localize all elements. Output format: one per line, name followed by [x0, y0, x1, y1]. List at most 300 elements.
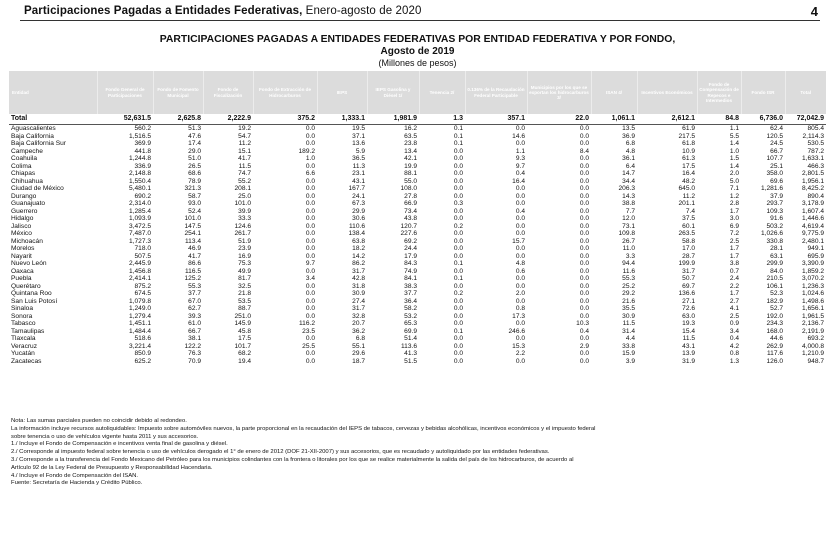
- table-cell: 84.0: [770, 267, 783, 275]
- table-cell: 9.3: [515, 155, 525, 162]
- table-cell: 42.8: [352, 275, 365, 282]
- table-cell: 0.0: [453, 185, 463, 192]
- table-cell: 55.3: [622, 275, 635, 282]
- table-cell: 51.3: [188, 125, 201, 132]
- table-cell: 61.0: [188, 320, 201, 327]
- table-cell: 16.9: [238, 252, 251, 260]
- table-cell: 0.0: [515, 222, 525, 230]
- table-cell: 145.9: [234, 320, 251, 327]
- table-cell: 37.7: [404, 290, 417, 297]
- table-cell: 21.6: [622, 297, 635, 305]
- table-cell: 68.2: [238, 350, 251, 357]
- table-cell: 11.2: [238, 140, 251, 147]
- state-name-cell: Campeche: [11, 147, 43, 155]
- table-cell: 23.8: [404, 140, 417, 147]
- table-row: [9, 140, 826, 148]
- table-cell: 0.0: [579, 237, 589, 245]
- table-cell: 75.3: [238, 260, 251, 267]
- table-cell: 69.7: [682, 282, 695, 290]
- table-cell: 1,026.6: [761, 230, 783, 237]
- table-cell: 58.2: [404, 305, 417, 312]
- table-cell: 19.5: [352, 125, 365, 132]
- table-cell: 19.3: [682, 320, 695, 327]
- table-cell: 8,425.2: [802, 185, 824, 192]
- state-name-cell: Zacatecas: [11, 357, 42, 365]
- table-cell: 0.0: [579, 312, 589, 320]
- table-cell: 10.9: [682, 147, 695, 155]
- table-cell: 101.0: [234, 200, 251, 207]
- table-row: [9, 268, 826, 276]
- table-cell: 19.2: [238, 125, 251, 132]
- table-cell: 43.8: [404, 215, 417, 222]
- table-cell: 27.8: [404, 192, 417, 200]
- table-cell: 6.8: [625, 140, 635, 147]
- table-cell: 38.3: [404, 282, 417, 290]
- table-cell: 5.0: [729, 177, 739, 185]
- table-cell: 2,801.5: [802, 170, 824, 177]
- state-name-cell: Veracruz: [11, 342, 38, 350]
- table-cell: 30.9: [622, 312, 635, 320]
- table-cell: 0.0: [579, 305, 589, 312]
- column-header: Municipios por los que se exportan los hidrocarburos 3/: [527, 71, 591, 114]
- state-name-cell: Durango: [11, 192, 37, 200]
- table-row: [9, 208, 826, 216]
- table-cell: 530.5: [807, 140, 824, 147]
- table-cell: 15.1: [238, 147, 251, 155]
- table-cell: 2,480.1: [802, 237, 824, 245]
- table-cell: 72.6: [682, 305, 695, 312]
- table-cell: 29.0: [188, 147, 201, 155]
- table-cell: 0.0: [453, 177, 463, 185]
- table-cell: 0.0: [453, 252, 463, 260]
- table-cell: 0.0: [453, 320, 463, 327]
- footnote-line: Nota: Las sumas parciales pueden no coincidir debido al redondeo.: [11, 418, 187, 424]
- table-cell: 0.0: [453, 170, 463, 177]
- table-cell: 875.2: [134, 282, 151, 290]
- table-cell: 70.9: [188, 357, 201, 365]
- table-cell: 1.3: [729, 357, 739, 365]
- table-cell: 113.4: [184, 237, 201, 245]
- table-cell: 61.3: [682, 155, 695, 162]
- state-name-cell: Hidalgo: [11, 215, 34, 222]
- table-cell: 251.0: [234, 312, 251, 320]
- table-cell: 0.0: [515, 185, 525, 192]
- table-cell: 17.5: [238, 335, 251, 342]
- table-row: [9, 238, 826, 246]
- table-cell: 46.9: [188, 245, 201, 252]
- table-cell: 106.1: [766, 282, 783, 290]
- table-cell: 1.1: [729, 125, 739, 132]
- table-cell: 0.0: [579, 162, 589, 170]
- table-cell: 1,079.8: [129, 297, 151, 305]
- table-cell: 0.7: [729, 267, 739, 275]
- table-cell: 0.0: [515, 275, 525, 282]
- table-cell: 81.7: [238, 275, 251, 282]
- table-cell: 25.5: [302, 342, 315, 350]
- table-cell: 0.0: [305, 222, 315, 230]
- table-cell: 1,633.1: [802, 155, 824, 162]
- total-cell: 22.0: [527, 114, 591, 125]
- table-cell: 0.0: [305, 245, 315, 252]
- table-cell: 2,136.7: [802, 320, 824, 327]
- column-header: Fondo de Fomento Municipal: [153, 71, 203, 114]
- table-cell: 33.8: [622, 342, 635, 350]
- footnote-line: 4./ Incluye el Fondo de Compensación del ISAN.: [11, 472, 139, 479]
- table-cell: 2.2: [515, 350, 525, 357]
- table-cell: 0.6: [515, 267, 525, 275]
- table-cell: 60.1: [682, 222, 695, 230]
- table-cell: 31.4: [622, 327, 635, 335]
- document-title: PARTICIPACIONES PAGADAS A ENTIDADES FEDERATIVAS POR ENTIDAD FEDERATIVA Y POR FONDO,: [159, 34, 676, 45]
- table-cell: 74.9: [404, 267, 417, 275]
- table-cell: 3.0: [729, 215, 739, 222]
- table-cell: 51.5: [404, 357, 417, 365]
- table-cell: 0.0: [579, 192, 589, 200]
- table-cell: 16.4: [512, 177, 525, 185]
- table-cell: 369.9: [134, 140, 151, 147]
- table-row: [9, 133, 826, 141]
- table-row: [9, 260, 826, 268]
- table-cell: 14.6: [512, 132, 525, 140]
- table-cell: 0.8: [515, 305, 525, 312]
- table-cell: 39.9: [238, 207, 251, 215]
- table-cell: 15.4: [682, 327, 695, 335]
- table-cell: 31.7: [352, 267, 365, 275]
- table-cell: 63.1: [770, 252, 783, 260]
- table-cell: 0.8: [729, 350, 739, 357]
- state-name-cell: Baja California: [11, 132, 54, 140]
- table-cell: 0.0: [579, 252, 589, 260]
- table-cell: 0.0: [579, 297, 589, 305]
- table-cell: 63.0: [682, 312, 695, 320]
- table-cell: 17.0: [682, 245, 695, 252]
- table-cell: 693.2: [807, 335, 824, 342]
- table-cell: 0.2: [453, 290, 463, 297]
- table-cell: 0.0: [579, 155, 589, 162]
- table-cell: 66.7: [770, 147, 783, 155]
- table-cell: 23.1: [352, 170, 365, 177]
- table-cell: 53.5: [238, 297, 251, 305]
- footnote-line: 3./ Corresponde a la transferencia del Fondo Mexicano del Petróleo para los municipios colindantes con la frontera o litorales por los que se realice materialmente la salida del país de los hidrocarburos, de acuerdo al: [11, 456, 574, 463]
- table-cell: 48.2: [682, 177, 695, 185]
- table-row: [9, 245, 826, 253]
- table-cell: 0.0: [453, 357, 463, 365]
- table-cell: 25.0: [238, 192, 251, 200]
- table-cell: 167.7: [348, 185, 365, 192]
- table-cell: 0.0: [305, 282, 315, 290]
- table-cell: 949.1: [807, 245, 824, 252]
- table-cell: 1,285.4: [129, 207, 151, 215]
- total-cell: 1.3: [419, 114, 465, 125]
- table-cell: 36.2: [352, 327, 365, 335]
- table-cell: 38.8: [622, 200, 635, 207]
- table-cell: 3.4: [729, 327, 739, 335]
- column-header: Total: [785, 71, 826, 114]
- table-cell: 0.0: [305, 177, 315, 185]
- table-cell: 1.7: [729, 207, 739, 215]
- table-cell: 12.0: [622, 215, 635, 222]
- table-cell: 358.0: [766, 170, 783, 177]
- state-name-cell: Yucatán: [11, 350, 35, 357]
- table-cell: 466.3: [807, 162, 824, 170]
- table-cell: 0.0: [579, 132, 589, 140]
- table-row: [9, 305, 826, 313]
- table-row: [9, 200, 826, 208]
- table-cell: 0.0: [453, 335, 463, 342]
- table-cell: 43.1: [352, 177, 365, 185]
- table-cell: 13.6: [352, 140, 365, 147]
- table-cell: 0.0: [453, 147, 463, 155]
- table-cell: 2,314.0: [129, 200, 151, 207]
- table-cell: 69.2: [404, 237, 417, 245]
- table-cell: 293.7: [766, 200, 783, 207]
- table-cell: 33.3: [238, 215, 251, 222]
- table-cell: 674.5: [134, 290, 151, 297]
- state-name-cell: Ciudad de México: [11, 185, 64, 192]
- table-cell: 1,456.8: [129, 267, 151, 275]
- table-cell: 11.5: [622, 320, 635, 327]
- table-cell: 0.0: [515, 230, 525, 237]
- table-cell: 125.2: [184, 275, 201, 282]
- table-cell: 336.9: [134, 162, 151, 170]
- table-cell: 3,178.9: [802, 200, 824, 207]
- table-row: [9, 185, 826, 193]
- table-cell: 201.1: [678, 200, 695, 207]
- table-cell: 147.5: [184, 222, 201, 230]
- table-cell: 36.4: [404, 297, 417, 305]
- table-cell: 117.6: [766, 350, 783, 357]
- table-cell: 11.6: [622, 267, 635, 275]
- table-cell: 850.9: [134, 350, 151, 357]
- table-cell: 11.2: [682, 192, 695, 200]
- table-row: [9, 313, 826, 321]
- table-body: [9, 114, 826, 365]
- table-cell: 110.6: [348, 222, 365, 230]
- table-cell: 3.8: [729, 260, 739, 267]
- state-name-cell: Guerrero: [11, 207, 38, 215]
- table-cell: 26.5: [188, 162, 201, 170]
- page-number: 4: [810, 4, 818, 19]
- table-cell: 2.8: [729, 200, 739, 207]
- table-cell: 0.2: [453, 222, 463, 230]
- table-cell: 42.1: [404, 155, 417, 162]
- state-name-cell: San Luis Potosí: [11, 297, 58, 305]
- table-cell: 0.1: [453, 275, 463, 282]
- table-cell: 299.9: [766, 260, 783, 267]
- state-name-cell: Chiapas: [11, 170, 36, 177]
- table-cell: 1.4: [729, 140, 739, 147]
- column-header: Fondo General de Participaciones: [97, 71, 153, 114]
- table-cell: 0.0: [305, 215, 315, 222]
- table-header-row: [9, 71, 826, 114]
- table-cell: 2,414.1: [129, 275, 151, 282]
- table-row: [9, 275, 826, 283]
- total-cell: Total: [9, 114, 97, 125]
- table-cell: 120.5: [766, 132, 783, 140]
- table-cell: 1,956.1: [802, 177, 824, 185]
- table-cell: 0.0: [305, 162, 315, 170]
- table-cell: 3.4: [305, 275, 315, 282]
- table-cell: 19.4: [238, 357, 251, 365]
- state-name-cell: Tabasco: [11, 320, 36, 327]
- table-cell: 17.5: [682, 162, 695, 170]
- table-cell: 3,070.2: [802, 275, 824, 282]
- table-cell: 0.0: [453, 312, 463, 320]
- state-name-cell: Quintana Roo: [11, 290, 52, 297]
- table-cell: 31.7: [682, 267, 695, 275]
- table-cell: 0.0: [579, 177, 589, 185]
- table-cell: 13.5: [622, 125, 635, 132]
- table-row: [9, 335, 826, 343]
- column-header: Tenencia 2/: [419, 71, 465, 114]
- table-cell: 2.0: [515, 290, 525, 297]
- table-cell: 0.4: [729, 335, 739, 342]
- total-cell: 72,042.9: [785, 114, 826, 125]
- header-period: Enero-agosto de 2020: [302, 5, 422, 17]
- table-cell: 261.7: [234, 230, 251, 237]
- state-name-cell: Sonora: [11, 312, 33, 320]
- state-name-cell: Oaxaca: [11, 267, 34, 275]
- table-cell: 0.0: [515, 215, 525, 222]
- total-cell: 52,631.5: [97, 114, 153, 125]
- table-cell: 1,550.4: [129, 177, 151, 185]
- table-cell: 0.0: [305, 207, 315, 215]
- table-cell: 690.2: [134, 192, 151, 200]
- table-cell: 69.9: [404, 327, 417, 335]
- table-cell: 2,445.9: [129, 260, 151, 267]
- table-cell: 2.5: [729, 237, 739, 245]
- table-cell: 11.0: [622, 245, 635, 252]
- table-cell: 1,607.4: [802, 207, 824, 215]
- state-name-cell: Puebla: [11, 275, 32, 282]
- table-cell: 0.0: [579, 230, 589, 237]
- table-cell: 3.3: [625, 252, 635, 260]
- table-cell: 32.5: [238, 282, 251, 290]
- table-cell: 0.0: [453, 267, 463, 275]
- table-cell: 246.6: [508, 327, 525, 335]
- table-cell: 1.7: [729, 252, 739, 260]
- header-title: [24, 5, 421, 17]
- table-cell: 263.5: [678, 230, 695, 237]
- table-cell: 2,114.3: [802, 132, 824, 140]
- total-cell: 6,736.0: [741, 114, 785, 125]
- table-cell: 4.4: [625, 335, 635, 342]
- table-cell: 2.5: [729, 312, 739, 320]
- table-cell: 47.6: [188, 132, 201, 140]
- table-cell: 9,775.9: [802, 230, 824, 237]
- table-cell: 0.0: [515, 282, 525, 290]
- table-cell: 45.8: [238, 327, 251, 335]
- table-cell: 63.5: [404, 132, 417, 140]
- table-cell: 7.1: [729, 185, 739, 192]
- table-cell: 124.6: [234, 222, 251, 230]
- table-cell: 645.0: [678, 185, 695, 192]
- table-cell: 138.4: [348, 230, 365, 237]
- table-cell: 37.9: [770, 192, 783, 200]
- table-cell: 0.0: [515, 245, 525, 252]
- table-cell: 51.0: [188, 155, 201, 162]
- table-row: [9, 155, 826, 163]
- table-cell: 67.0: [188, 297, 201, 305]
- document-subtitle: Agosto de 2019: [380, 46, 455, 57]
- table-cell: 27.4: [352, 297, 365, 305]
- table-cell: 28.1: [770, 245, 783, 252]
- table-cell: 1,249.0: [129, 305, 151, 312]
- table-cell: 1,498.6: [802, 297, 824, 305]
- table-cell: 101.7: [234, 342, 251, 350]
- footnote-line: sobre tenencia o uso de vehículos vigente hasta 2011 y sus accesorios.: [11, 433, 199, 440]
- table-cell: 0.0: [579, 350, 589, 357]
- table-row: [9, 298, 826, 306]
- table-cell: 74.7: [238, 170, 251, 177]
- table-cell: 5.9: [355, 147, 365, 155]
- table-cell: 0.0: [515, 335, 525, 342]
- state-name-cell: Michoacán: [11, 237, 43, 245]
- table-cell: 1.5: [729, 155, 739, 162]
- table-cell: 0.0: [579, 215, 589, 222]
- table-cell: 24.4: [404, 245, 417, 252]
- table-row: [9, 358, 826, 366]
- table-cell: 37.1: [352, 132, 365, 140]
- state-name-cell: Jalisco: [11, 222, 32, 230]
- table-cell: 20.7: [352, 320, 365, 327]
- table-cell: 55.0: [404, 177, 417, 185]
- table-cell: 11.3: [352, 162, 365, 170]
- table-cell: 7.7: [625, 207, 635, 215]
- table-cell: 14.2: [352, 252, 365, 260]
- table-cell: 3,221.4: [129, 342, 151, 350]
- table-cell: 10.3: [576, 320, 589, 327]
- table-cell: 0.0: [579, 357, 589, 365]
- table-cell: 0.1: [453, 132, 463, 140]
- table-cell: 4.8: [515, 260, 525, 267]
- column-header: Fondo de Extracción de Hidrocarburos: [253, 71, 317, 114]
- table-cell: 120.7: [400, 222, 417, 230]
- table-cell: 88.7: [238, 305, 251, 312]
- table-cell: 1,244.8: [129, 155, 151, 162]
- table-cell: 1.7: [729, 245, 739, 252]
- table-cell: 8.4: [579, 147, 589, 155]
- table-cell: 34.4: [622, 177, 635, 185]
- table-cell: 0.0: [579, 207, 589, 215]
- table-cell: 37.5: [682, 215, 695, 222]
- table-cell: 890.4: [807, 192, 824, 200]
- table-cell: 1.7: [729, 290, 739, 297]
- table-cell: 31.7: [352, 305, 365, 312]
- state-name-cell: Coahuila: [11, 155, 38, 162]
- table-cell: 113.6: [400, 342, 417, 350]
- table-cell: 27.1: [682, 297, 695, 305]
- state-name-cell: Nuevo León: [11, 260, 47, 267]
- table-row: [9, 163, 826, 171]
- table-cell: 23.5: [302, 327, 315, 335]
- table-cell: 51.4: [404, 335, 417, 342]
- table-cell: 0.0: [579, 125, 589, 132]
- total-cell: 375.2: [253, 114, 317, 125]
- table-cell: 43.1: [682, 342, 695, 350]
- table-cell: 30.6: [352, 215, 365, 222]
- table-cell: 24.5: [770, 140, 783, 147]
- table-cell: 0.0: [453, 297, 463, 305]
- state-name-cell: Tamaulipas: [11, 327, 45, 335]
- table-cell: 1,656.1: [802, 305, 824, 312]
- table-cell: 18.7: [352, 357, 365, 365]
- table-cell: 0.0: [305, 305, 315, 312]
- document-units: (Millones de pesos): [378, 58, 457, 68]
- table-cell: 109.8: [618, 230, 635, 237]
- table-cell: 4.1: [729, 305, 739, 312]
- table-cell: 560.2: [134, 125, 151, 132]
